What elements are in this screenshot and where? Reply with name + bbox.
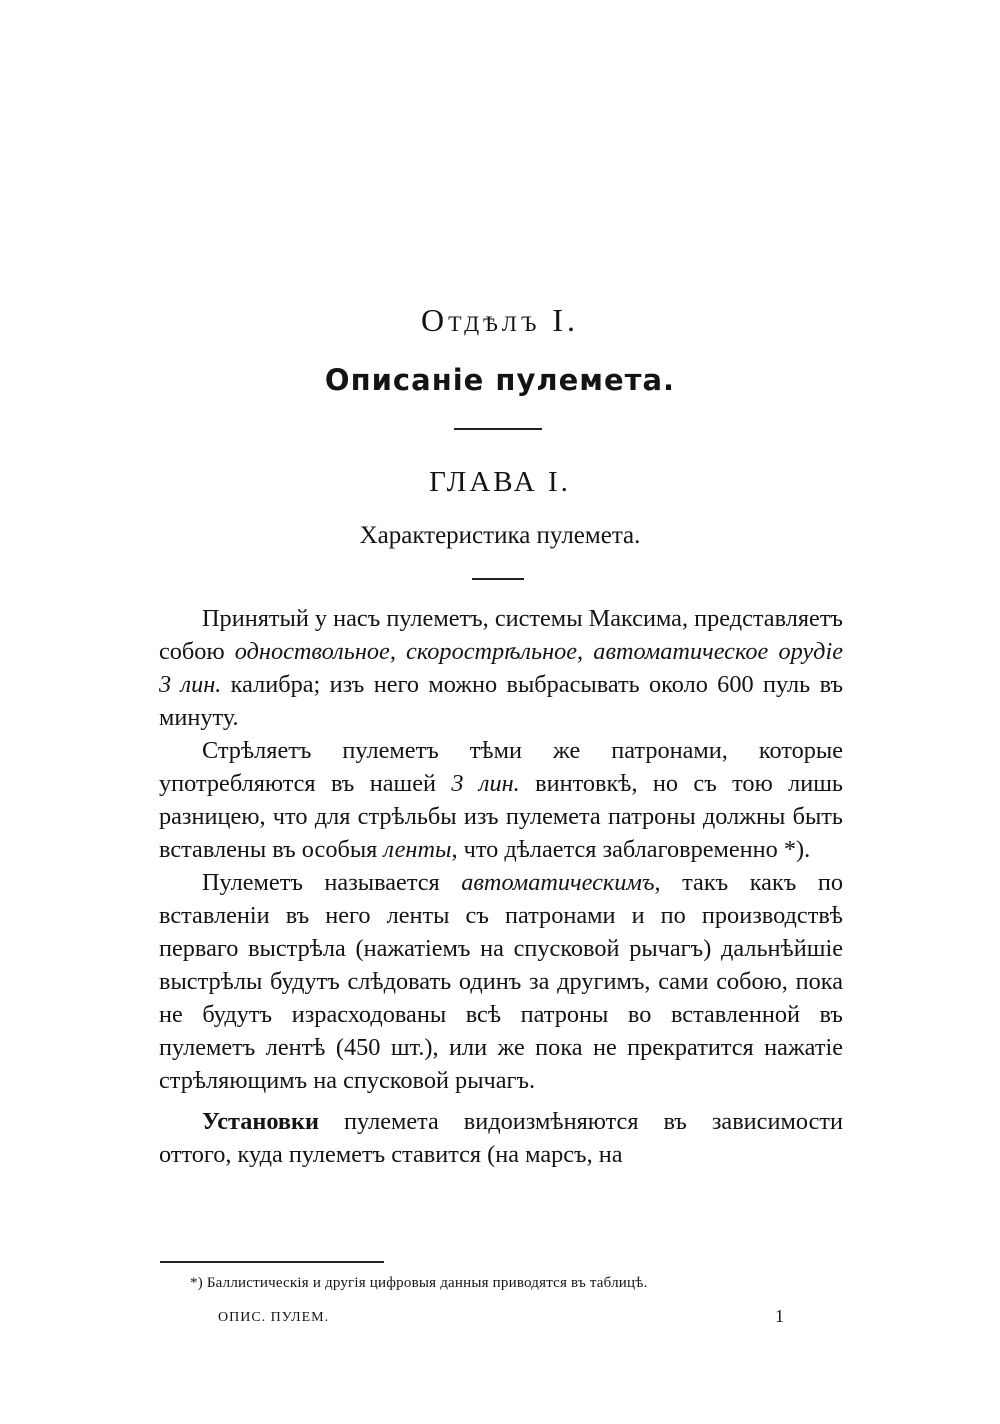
section-subtitle: Описаніе пулемета. — [324, 363, 676, 397]
paragraph-1: Принятый у насъ пулеметъ, системы Максима, представляетъ собою одноствольное, скорострѣльное, автоматическое орудіе 3 лин. калибра; изъ него можно выбрасывать около 600 пуль въ минуту. — [159, 605, 844, 731]
footnote-rule — [160, 1261, 384, 1263]
page-number: 1 — [775, 1306, 784, 1326]
running-footer: ОПИС. ПУЛЕМ. — [218, 1310, 330, 1325]
footnote: *) Баллистическія и другія цифровыя данныя приводятся въ таблицѣ. — [190, 1275, 648, 1291]
chapter-subtitle: Характеристика пулемета. — [359, 522, 641, 549]
paragraph-3: Пулеметъ называется автоматическимъ, такъ какъ по вставленіи въ него ленты съ патронами и по производствѣ перваго выстрѣла (нажатіемъ на спусковой рычагъ) дальнѣйшіе выстрѣлы будутъ слѣдовать одинъ за другимъ, сами собою, пока не будутъ израсходованы всѣ патроны во вставленной въ пулеметъ лентѣ (450 шт.), или же пока не прекратится нажатіе стрѣляющимъ на спусковой рычагъ. — [159, 869, 843, 1094]
paragraph-4: Установки пулемета видоизмѣняются въ зависимости оттого, куда пулеметъ ставится (на марсъ, на — [159, 1108, 843, 1168]
body-text — [159, 602, 843, 1171]
paragraph-2: Стрѣляетъ пулеметъ тѣми же патронами, которые употребляются въ нашей 3 лин. винтовкѣ, но съ тою лишь разницею, что для стрѣльбы изъ пулемета патроны должны быть вставлены въ особыя ленты, что дѣлается заблаговременно *). — [159, 737, 843, 863]
chapter-title: ГЛАВА I. — [429, 466, 571, 498]
section-title: Отдѣлъ I. — [420, 302, 580, 338]
ornamental-rule-short — [472, 578, 524, 580]
ornamental-rule — [454, 428, 542, 430]
